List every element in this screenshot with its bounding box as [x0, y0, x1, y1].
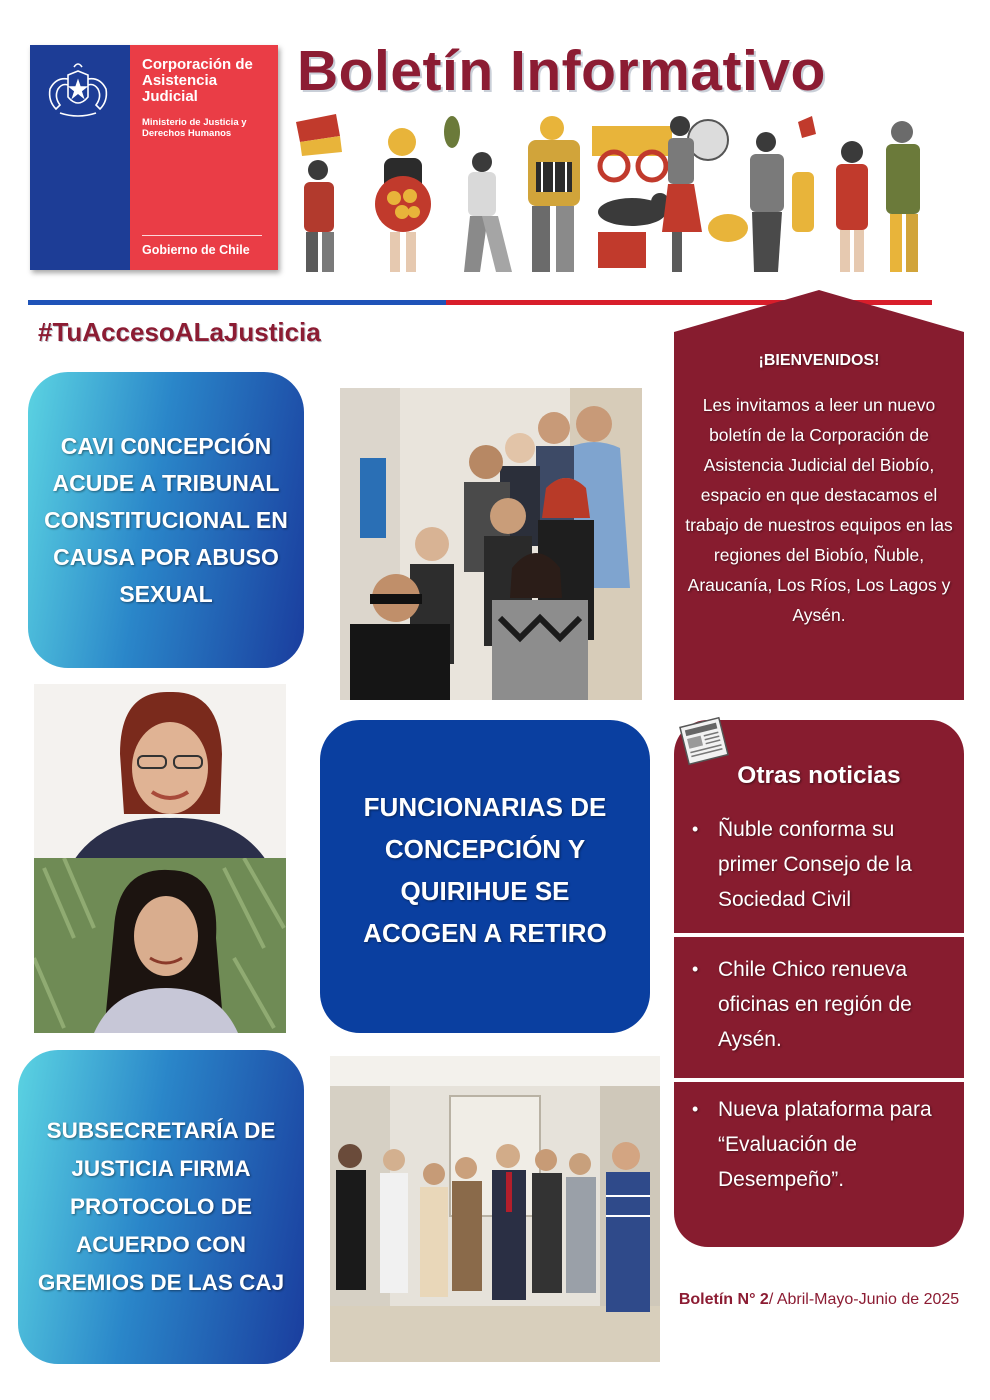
photo-protocol-group[interactable] [330, 1056, 660, 1362]
news-item-text: Ñuble conforma su primer Consejo de la Sociedad Civil [718, 818, 912, 911]
issue-number: 2 [759, 1291, 769, 1308]
story-card-retirement[interactable] [320, 720, 650, 1033]
news-item-evaluacion[interactable] [692, 1092, 954, 1197]
story-card-cavi[interactable] [28, 372, 304, 668]
photo-retiree-2[interactable] [34, 858, 286, 1033]
cultural-illustration-banner [292, 112, 942, 276]
newspaper-icon [678, 716, 730, 766]
issue-label: Boletín N° [678, 1291, 756, 1308]
newsletter-title: Boletín Informativo [297, 39, 826, 103]
story-card-protocol[interactable] [18, 1050, 304, 1364]
logo-government: Gobierno de Chile [142, 243, 250, 257]
logo-blue-panel [30, 45, 130, 270]
story-title-cavi: CAVI C0NCEPCIÓN ACUDE A TRIBUNAL CONSTITUCIONAL EN CAUSA POR ABUSO SEXUAL [44, 432, 288, 607]
welcome-panel [674, 290, 964, 700]
news-item-nuble[interactable] [692, 812, 954, 917]
photo-team-group[interactable] [340, 388, 642, 700]
other-news-title: Otras noticias [737, 762, 901, 789]
photo-retiree-1[interactable] [34, 684, 286, 860]
bullet-icon: • [692, 1099, 699, 1119]
welcome-heading: ¡BIENVENIDOS! [758, 352, 880, 369]
logo-red-panel [130, 45, 278, 270]
issue-footer [678, 1289, 960, 1311]
news-divider [674, 933, 964, 937]
hashtag: #TuAccesoALaJusticia [38, 317, 321, 347]
news-item-text: Nueva plataforma para “Evaluación de Desempeño”. [718, 1098, 932, 1191]
logo-organization-name: Corporación de Asistencia Judicial [142, 56, 253, 105]
bullet-icon: • [692, 819, 699, 839]
welcome-body: Les invitamos a leer un nuevo boletín de la Corporación de Asistencia Judicial del Biobío, espacio en que destacamos el trabajo de nuestros equipos en las regiones del Biobío, Ñuble, Araucanía, Los Ríos, Los Lagos y Aysén. [685, 395, 953, 625]
logo-ministry-name: Ministerio de Justicia y Derechos Humanos [142, 117, 247, 139]
news-divider [674, 1078, 964, 1082]
logo-divider [142, 235, 262, 236]
news-item-chile-chico[interactable] [692, 952, 954, 1057]
story-title-retirement: FUNCIONARIAS DE CONCEPCIÓN Y QUIRIHUE SE ACOGEN A RETIRO [363, 792, 607, 948]
organization-logo [30, 45, 278, 270]
coat-of-arms-icon [38, 57, 118, 127]
story-title-protocol: SUBSECRETARÍA DE JUSTICIA FIRMA PROTOCOLO DE ACUERDO CON GREMIOS DE LAS CAJ [37, 1118, 285, 1295]
other-news-panel [674, 720, 964, 1247]
news-item-text: Chile Chico renueva oficinas en región de Aysén. [718, 958, 912, 1051]
bullet-icon: • [692, 959, 699, 979]
divider-blue [28, 300, 446, 305]
welcome-text [680, 346, 958, 630]
issue-period: / Abril-Mayo-Junio de 2025 [768, 1291, 960, 1308]
